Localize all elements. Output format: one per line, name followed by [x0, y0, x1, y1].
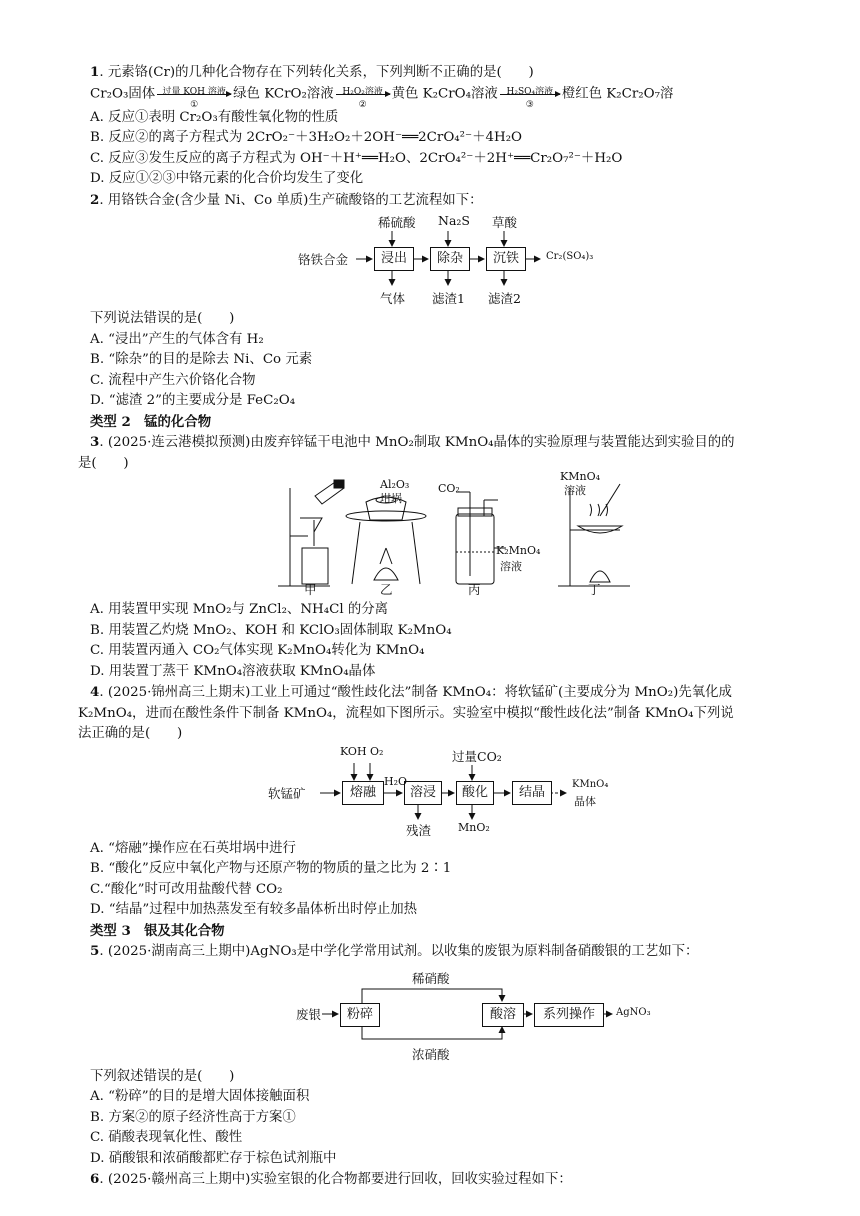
q2-step-iron: 沉铁	[486, 247, 526, 271]
type2-heading: 类型 2 锰的化合物	[90, 413, 212, 430]
device-jia: 甲	[304, 582, 317, 597]
q2-ask: 下列说法错误的是( )	[90, 311, 235, 326]
q2-input-3: 草酸	[492, 215, 518, 230]
q1-number: 1	[90, 64, 100, 80]
q1-option-a: A. 反应①表明 Cr₂O₃有酸性氧化物的性质	[90, 109, 339, 125]
q5-conc-nitric: 浓硝酸	[412, 1046, 450, 1062]
q3-option-d: D. 用装置丁蒸干 KMnO₄溶液获取 KMnO₄晶体	[90, 663, 376, 679]
label-kmno4: KMnO₄	[560, 470, 600, 483]
q3-source: . (2025·连云港模拟预测)	[99, 435, 251, 450]
q6-source: . (2025·赣州高三上期中)	[99, 1172, 251, 1187]
reaction-arrow-1	[157, 84, 231, 110]
q2-output-2: 滤渣1	[432, 291, 465, 306]
arrow2-top: H₂O₂溶液	[342, 86, 383, 97]
q4-number: 4	[90, 684, 100, 700]
q5-flow-diagram	[90, 965, 790, 1065]
label-k2mno4-soln: 溶液	[500, 560, 522, 573]
q4-out-mno2: MnO₂	[458, 820, 490, 834]
q2-step-leach: 浸出	[374, 247, 414, 271]
q4-option-b: B. “酸化”反应中氧化产物与还原产物的物质的量之比为 2∶1	[90, 861, 452, 876]
q4-in-koh-o2: KOH O₂	[340, 744, 384, 758]
q1-equation	[90, 84, 790, 108]
q6-number: 6	[90, 1171, 100, 1187]
q4-out-residue: 残渣	[406, 822, 432, 838]
q5-option-c: C. 硝酸表现氧化性、酸性	[90, 1130, 243, 1145]
q2-option-b: B. “除杂”的目的是除去 Ni、Co 元素	[90, 352, 313, 367]
q2-input-2: Na₂S	[438, 213, 470, 228]
q5-dilute-nitric: 稀硝酸	[412, 970, 450, 986]
q2-flow-diagram	[90, 213, 790, 307]
q2-input-1: 稀硫酸	[378, 215, 416, 230]
q4-stem	[90, 682, 790, 704]
q1-option-d: D. 反应①②③中铬元素的化合价均发生了变化	[90, 171, 364, 186]
eq-kcro2: 绿色 KCrO₂溶液	[233, 86, 334, 101]
q5-stem-text: AgNO₃是中学化学常用试剂。以收集的废银为原料制备硝酸银的工艺如下：	[250, 944, 699, 959]
q5-ask: 下列叙述错误的是( )	[90, 1068, 235, 1084]
worksheet-page	[78, 62, 790, 1191]
type3-heading: 类型 3 银及其化合物	[90, 922, 225, 939]
q4-end-kmno4: KMnO₄	[572, 778, 609, 790]
q3-option-b: B. 用装置乙灼烧 MnO₂、KOH 和 KClO₃固体制取 K₂MnO₄	[90, 622, 452, 638]
q4-step-acidify: 酸化	[456, 781, 494, 805]
q5-number: 5	[90, 943, 100, 959]
q4-step-melt: 熔融	[342, 781, 384, 805]
q5-start: 废银	[296, 1006, 322, 1022]
q5-option-b: B. 方案②的原子经济性高于方案①	[90, 1109, 296, 1125]
reaction-arrow-3	[500, 84, 560, 110]
q3-stem-text: 由废弃锌锰干电池中 MnO₂制取 KMnO₄晶体的实验原理与装置能达到实验目的的	[250, 435, 735, 450]
label-k2mno4: K₂MnO₄	[496, 544, 541, 557]
q2-stem-text: . 用铬铁合金(含少量 Ni、Co 单质)生产硫酸铬的工艺流程如下：	[99, 192, 483, 208]
q3-stem	[90, 432, 790, 454]
q4-start: 软锰矿	[268, 785, 306, 801]
q3-option-c: C. 用装置丙通入 CO₂气体实现 K₂MnO₄转化为 KMnO₄	[90, 643, 425, 658]
q2-output-1: 气体	[380, 291, 406, 306]
q5-option-d: D. 硝酸银和浓硝酸都贮存于棕色试剂瓶中	[90, 1150, 337, 1166]
device-yi: 乙	[380, 582, 393, 597]
arrow1-bot: ①	[190, 99, 199, 110]
q5-source: . (2025·湖南高三上期中)	[99, 944, 251, 959]
label-kmno4-soln: 溶液	[564, 484, 586, 497]
arrow1-top: 过量 KOH 溶液	[162, 86, 226, 97]
q4-stem-text: 工业上可通过“酸性歧化法”制备 KMnO₄：将软锰矿(主要成分为 MnO₂)先氧化成	[250, 685, 732, 700]
q6-stem	[90, 1169, 790, 1191]
q4-source: . (2025·锦州高三上期末)	[99, 685, 251, 700]
label-co2: CO₂	[438, 482, 460, 495]
eq-cr2o3: Cr₂O₃固体	[90, 86, 156, 101]
q4-end-crystal: 晶体	[574, 794, 596, 808]
q2-end: Cr₂(SO₄)₃	[546, 251, 594, 262]
q1-stem-text: . 元素铬(Cr)的几种化合物存在下列转化关系，下列判断不正确的是( )	[99, 65, 534, 80]
q5-step-dissolve: 酸溶	[482, 1003, 524, 1027]
q2-option-d: D. “滤渣 2”的主要成分是 FeC₂O₄	[90, 393, 296, 408]
q2-option-a: A. “浸出”产生的气体含有 H₂	[90, 331, 264, 347]
q1-option-b: B. 反应②的离子方程式为 2CrO₂⁻＋3H₂O₂＋2OH⁻══2CrO₄²⁻＋4H₂O	[90, 130, 523, 145]
q4-stem-2: K₂MnO₄，进而在酸性条件下制备 KMnO₄，流程如下图所示。实验室中模拟“酸性歧化法”制备 KMnO₄下列说	[78, 705, 734, 721]
q2-output-3: 滤渣2	[488, 291, 521, 306]
arrow3-bot: ③	[525, 99, 534, 110]
q3-number: 3	[90, 434, 100, 450]
q1-option-c: C. 反应③发生反应的离子方程式为 OH⁻＋H⁺══H₂O、2CrO₄²⁻＋2H⁺══Cr₂O₇²⁻＋H₂O	[90, 150, 623, 166]
q2-option-c: C. 流程中产生六价铬化合物	[90, 372, 256, 388]
q5-step-series: 系列操作	[534, 1003, 604, 1027]
q6-stem-text: 实验室银的化合物都要进行回收，回收实验过程如下：	[250, 1172, 572, 1187]
q4-in-co2: 过量CO₂	[452, 748, 502, 764]
q4-stem-3: 法正确的是( )	[78, 726, 183, 741]
label-crucible: 坩埚	[380, 492, 402, 505]
q3-option-a: A. 用装置甲实现 MnO₂与 ZnCl₂、NH₄Cl 的分离	[90, 602, 389, 617]
q4-flow-diagram	[90, 744, 790, 838]
q3-apparatus-figure	[90, 470, 790, 598]
eq-k2cro4: 黄色 K₂CrO₄溶液	[391, 86, 498, 101]
q4-option-a: A. “熔融”操作应在石英坩埚中进行	[90, 840, 296, 856]
eq-k2cr2o7: 橙红色 K₂Cr₂O₇溶	[561, 86, 674, 101]
q2-start: 铬铁合金	[298, 252, 349, 267]
label-al2o3: Al₂O₃	[380, 478, 410, 491]
q5-option-a: A. “粉碎”的目的是增大固体接触面积	[90, 1089, 310, 1104]
q2-number: 2	[90, 191, 100, 208]
q1-stem	[90, 62, 790, 84]
device-bing: 丙	[468, 582, 481, 597]
reaction-arrow-2	[336, 84, 390, 110]
q5-end: AgNO₃	[616, 1006, 651, 1018]
arrow2-bot: ②	[358, 99, 367, 110]
q4-option-d: D. “结晶”过程中加热蒸发至有较多晶体析出时停止加热	[90, 902, 418, 917]
q5-step-crush: 粉碎	[340, 1003, 380, 1027]
q3-stem-2: 是( )	[78, 455, 129, 471]
q4-in-h2o: H₂O	[384, 774, 408, 788]
arrow3-top: H₂SO₄溶液	[506, 86, 554, 97]
q4-step-leach: 溶浸	[404, 781, 442, 805]
q4-step-crystallize: 结晶	[512, 781, 552, 805]
q2-step-purify: 除杂	[430, 247, 470, 271]
device-ding: 丁	[588, 582, 601, 597]
q5-stem	[90, 941, 790, 963]
q4-option-c: C.“酸化”时可改用盐酸代替 CO₂	[90, 881, 283, 897]
q2-stem	[90, 190, 790, 212]
